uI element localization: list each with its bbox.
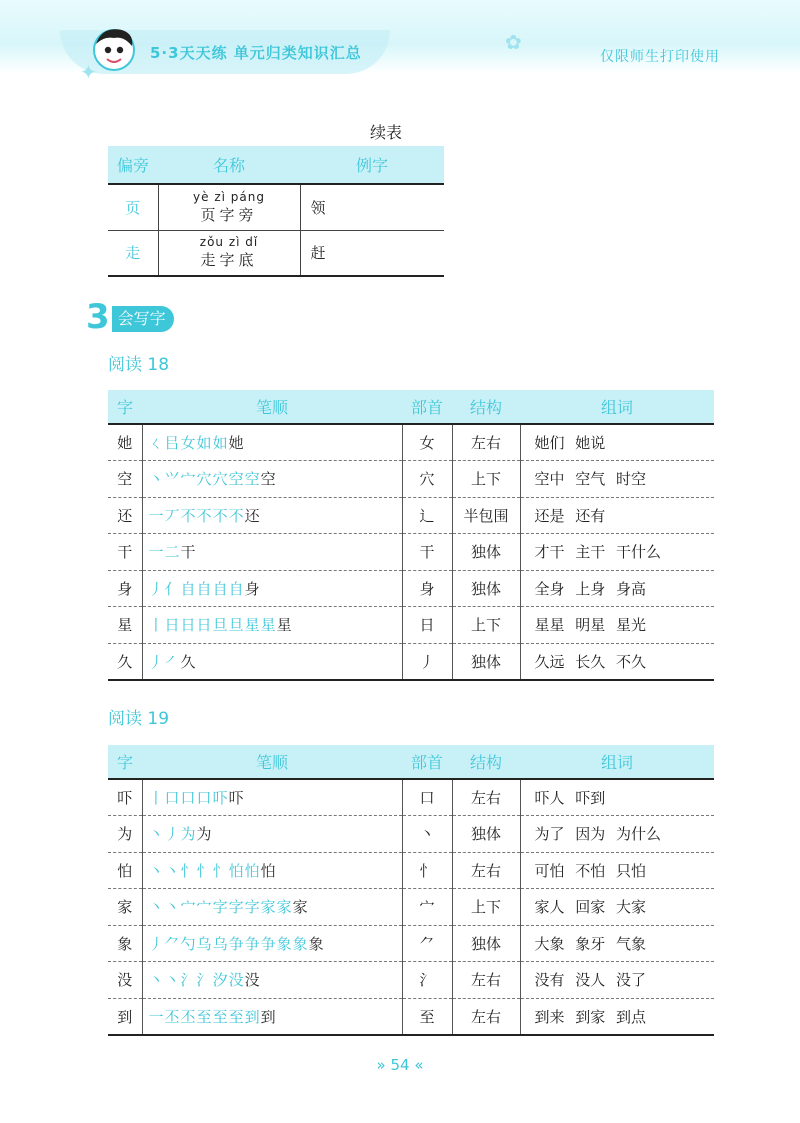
stroke-step: 吓 [228,789,245,807]
stroke-order-cell [142,461,402,498]
radical-cell: 丿 [402,643,452,680]
continuation-title: 续表 [370,123,403,142]
stroke-step: 乌 [196,934,213,953]
stroke-step: 丕 [164,1007,181,1026]
stroke-step: 自 [180,579,197,598]
radical-table-header [108,146,444,184]
table-row [108,230,444,276]
structure-cell: 独体 [452,643,520,680]
example-cell: 赶 [300,230,444,276]
stroke-order-cell [142,643,402,680]
stroke-sequence [149,470,277,488]
stroke-step: 日 [196,616,213,635]
left-arrow-icon: » [376,1056,391,1074]
radical-pinyin: yè zì páng [193,189,265,204]
table-row [108,497,714,534]
structure-cell: 半包围 [452,497,520,534]
structure-cell: 独体 [452,570,520,607]
stroke-step: 不 [196,506,213,525]
stroke-step: 自 [228,579,245,598]
stroke-step: 旦 [212,616,229,635]
stroke-step: 勺 [180,934,197,953]
stroke-sequence [149,825,213,843]
stroke-order-cell [142,424,402,461]
header-stroke-order: 笔顺 [142,745,402,779]
stroke-step: 乌 [212,934,229,953]
char-cell: 星 [108,607,142,644]
stroke-step: 象 [292,934,309,953]
table-row [108,643,714,680]
stroke-step: 丶 [148,898,165,917]
stroke-step: 丆 [164,506,181,525]
stroke-step: 丶 [164,971,181,990]
reading-18-table [108,390,714,681]
structure-cell: 左右 [452,779,520,816]
table-row [108,962,714,999]
words-cell: 才干 主干 干什么 [520,534,714,571]
stroke-step: 干 [180,543,197,562]
stroke-sequence [149,862,277,880]
char-cell: 象 [108,925,142,962]
stroke-step: 丿 [148,934,165,953]
stroke-sequence [149,543,197,561]
stroke-step: 亻 [164,579,181,598]
star-icon: ✦ [80,60,97,84]
stroke-step: 不 [212,506,229,525]
structure-cell: 左右 [452,998,520,1035]
stroke-sequence [149,789,245,807]
stroke-step: 家 [292,898,309,917]
stroke-step: 氵 [180,971,197,990]
radical-name-cell [158,184,300,230]
char-cell: 为 [108,816,142,853]
table-header [108,745,714,779]
stroke-step: ㇒ [164,652,181,671]
stroke-step: 没 [244,971,261,990]
reading-19-table [108,745,714,1036]
stroke-step: 至 [196,1007,213,1026]
stroke-step: 丶 [148,470,165,489]
stroke-step: 二 [164,543,181,562]
structure-cell: 上下 [452,607,520,644]
stroke-order-cell [142,816,402,853]
header-example: 例字 [300,146,444,184]
structure-cell: 左右 [452,852,520,889]
stroke-step: 象 [276,934,293,953]
words-cell: 还是 还有 [520,497,714,534]
stroke-step: 至 [228,1007,245,1026]
stroke-step: 她 [228,434,245,452]
stroke-step: 穴 [212,470,229,489]
char-cell: 干 [108,534,142,571]
stroke-step: 吓 [212,789,229,807]
header-char: 字 [108,390,142,424]
table-row [108,570,714,607]
header-name: 名称 [158,146,300,184]
char-cell: 没 [108,962,142,999]
char-cell: 家 [108,889,142,926]
radical-pinyin: zǒu zì dǐ [199,235,259,250]
stroke-step: ㄑ [148,434,165,452]
stroke-step: 自 [212,579,229,598]
stroke-step: 丶 [164,861,181,880]
words-cell: 家人 回家 大家 [520,889,714,926]
structure-cell: 左右 [452,424,520,461]
star-icon: ✿ [505,30,522,54]
header-usage-notice: 仅限师生打印使用 [600,49,720,65]
table-row [108,925,714,962]
stroke-step: 星 [244,616,261,635]
stroke-sequence [149,580,261,598]
stroke-step: 一 [148,543,165,562]
radical-cell: 女 [402,424,452,461]
header-structure: 结构 [452,390,520,424]
radical-name-cell [158,230,300,276]
header-radical: 部首 [402,390,452,424]
char-cell: 到 [108,998,142,1035]
stroke-step: 如 [212,434,229,452]
stroke-step: 字 [212,898,229,917]
stroke-step: 日 [164,616,181,635]
stroke-step: 丶 [148,825,165,844]
stroke-order-cell [142,570,402,607]
stroke-step: 汐 [212,971,229,990]
stroke-sequence [149,434,245,452]
stroke-step: 丨 [148,789,165,807]
stroke-step: 穴 [196,470,213,489]
stroke-step: 空 [228,470,245,489]
stroke-step: 丶 [148,971,165,990]
radical-cell: 身 [402,570,452,607]
stroke-order-cell [142,607,402,644]
reading-18-label: 阅读 18 [108,355,170,375]
stroke-step: 到 [260,1007,277,1026]
stroke-step: 争 [228,934,245,953]
structure-cell: 独体 [452,816,520,853]
radical-cell: 口 [402,779,452,816]
page-header [0,0,800,92]
stroke-step: 丕 [180,1007,197,1026]
stroke-step: 还 [244,506,261,525]
stroke-step: 一 [148,506,165,525]
stroke-step: 日 [180,616,197,635]
words-cell: 吓人 吓到 [520,779,714,816]
words-cell: 大象 象牙 气象 [520,925,714,962]
stroke-step: 身 [244,579,261,598]
header-words: 组词 [520,745,714,779]
stroke-step: 到 [244,1007,261,1026]
header-words: 组词 [520,390,714,424]
radical-cell: 宀 [402,889,452,926]
radical-cell: 干 [402,534,452,571]
stroke-step: 如 [196,434,213,452]
char-cell: 怕 [108,852,142,889]
stroke-order-cell [142,925,402,962]
words-cell: 全身 上身 身高 [520,570,714,607]
section-number: 3 [86,297,110,337]
stroke-order-cell [142,962,402,999]
table-row [108,889,714,926]
stroke-order-cell [142,497,402,534]
section-label: 会写字 [112,306,174,332]
stroke-step: 宀 [180,470,197,489]
stroke-step: 不 [228,506,245,525]
stroke-step: 星 [260,616,277,635]
words-cell: 她们 她说 [520,424,714,461]
table-row [108,461,714,498]
char-cell: 还 [108,497,142,534]
words-cell: 到来 到家 到点 [520,998,714,1035]
char-cell: 身 [108,570,142,607]
stroke-step: 丿 [148,652,165,671]
words-cell: 没有 没人 没了 [520,962,714,999]
words-cell: 久远 长久 不久 [520,643,714,680]
stroke-step: ⺈ [164,934,181,953]
stroke-step: 忄 [180,861,197,880]
stroke-step: 丶 [164,898,181,917]
stroke-step: ⺍ [164,470,181,489]
stroke-step: 久 [180,652,197,671]
structure-cell: 独体 [452,925,520,962]
stroke-step: 丶 [148,861,165,880]
radical-cell: 辶 [402,497,452,534]
stroke-sequence [149,971,261,989]
words-cell: 空中 空气 时空 [520,461,714,498]
char-cell: 久 [108,643,142,680]
table-row [108,184,444,230]
stroke-step: 怕 [244,861,261,880]
header-radical: 部首 [402,745,452,779]
stroke-step: 怕 [260,861,277,880]
stroke-sequence [149,1008,277,1026]
structure-cell: 独体 [452,534,520,571]
words-cell: 为了 因为 为什么 [520,816,714,853]
stroke-sequence [149,935,325,953]
stroke-order-cell [142,889,402,926]
stroke-step: 氵 [196,971,213,990]
stroke-step: 为 [196,825,213,844]
radical-cell: 至 [402,998,452,1035]
header-radical: 偏旁 [108,146,158,184]
stroke-step: 忄 [196,861,213,880]
stroke-step: 象 [308,934,325,953]
radical-cell: 忄 [402,852,452,889]
radical-cell: 走 [108,230,158,276]
stroke-sequence [149,653,197,671]
char-cell: 她 [108,424,142,461]
stroke-order-cell [142,998,402,1035]
structure-cell: 上下 [452,461,520,498]
stroke-step: 宀 [180,898,197,917]
stroke-step: 宀 [196,898,213,917]
radical-cell: 页 [108,184,158,230]
words-cell: 星星 明星 星光 [520,607,714,644]
stroke-step: 忄 [212,861,229,880]
stroke-step: 争 [260,934,277,953]
stroke-order-cell [142,534,402,571]
stroke-step: 星 [276,616,293,635]
stroke-step: 㠯 [164,434,181,452]
stroke-step: 空 [260,470,277,489]
stroke-step: 旦 [228,616,245,635]
table-row [108,998,714,1035]
stroke-order-cell [142,779,402,816]
stroke-step: 口 [180,789,197,807]
section-heading [86,297,174,337]
stroke-step: 空 [244,470,261,489]
header-structure: 结构 [452,745,520,779]
stroke-sequence [149,616,293,634]
radical-cell: 穴 [402,461,452,498]
char-cell: 吓 [108,779,142,816]
header-title: 5·3天天练 单元归类知识汇总 [150,44,362,62]
radical-cell: 氵 [402,962,452,999]
stroke-step: 字 [244,898,261,917]
structure-cell: 上下 [452,889,520,926]
header-char: 字 [108,745,142,779]
radical-name: 页字旁 [200,205,258,224]
radical-cell: 日 [402,607,452,644]
stroke-sequence [149,507,261,525]
stroke-step: 丨 [148,616,165,635]
stroke-sequence [149,898,309,916]
table-row [108,607,714,644]
stroke-step: 一 [148,1007,165,1026]
table-row [108,852,714,889]
example-cell: 领 [300,184,444,230]
stroke-step: 怕 [228,861,245,880]
words-cell: 可怕 不怕 只怕 [520,852,714,889]
radical-cell: ⺈ [402,925,452,962]
stroke-step: 家 [260,898,277,917]
radical-name: 走字底 [200,251,258,270]
table-row [108,779,714,816]
structure-cell: 左右 [452,962,520,999]
stroke-step: 至 [212,1007,229,1026]
stroke-step: 口 [164,789,181,807]
stroke-order-cell [142,852,402,889]
stroke-step: 家 [276,898,293,917]
stroke-step: 为 [180,825,197,844]
right-arrow-icon: « [409,1056,424,1074]
page-number [0,1056,800,1074]
stroke-step: 自 [196,579,213,598]
table-header [108,390,714,424]
table-row [108,534,714,571]
stroke-step: 字 [228,898,245,917]
radical-table [108,146,444,277]
stroke-step: 没 [228,971,245,990]
page-number-text: 54 [390,1056,410,1074]
stroke-step: 争 [244,934,261,953]
table-row [108,816,714,853]
reading-19-label: 阅读 19 [108,709,170,729]
table-row [108,424,714,461]
radical-cell: 丶 [402,816,452,853]
stroke-step: 口 [196,789,213,807]
stroke-step: 丿 [148,579,165,598]
header-stroke-order: 笔顺 [142,390,402,424]
stroke-step: 女 [180,434,197,452]
stroke-step: 丿 [164,825,181,844]
stroke-step: 不 [180,506,197,525]
char-cell: 空 [108,461,142,498]
